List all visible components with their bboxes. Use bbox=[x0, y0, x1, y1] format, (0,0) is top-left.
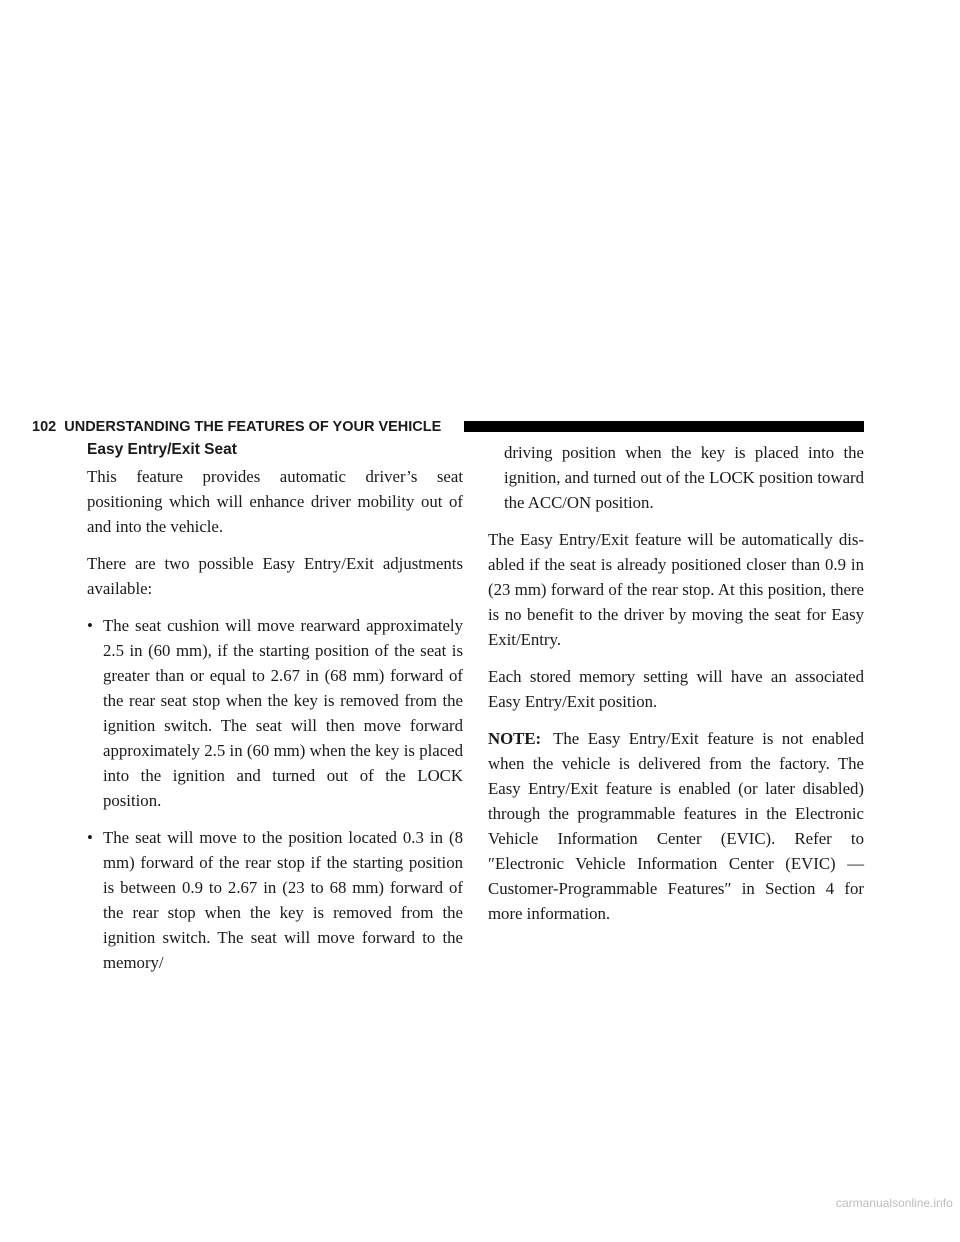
watermark: carmanualsonline.info bbox=[836, 1196, 953, 1210]
left-column bbox=[87, 440, 463, 987]
page-title: Easy Entry/Exit Seat bbox=[87, 441, 237, 458]
page-header bbox=[32, 418, 864, 438]
bullet-icon: • bbox=[87, 616, 93, 635]
right-column bbox=[488, 440, 864, 938]
list-item-text: The seat will move to the position located 0.3 in (8 mm) forward of the rear stop if the starting position is between 0.9 to 2.67 in (23 to 68 mm) forward of the rear stop when the key is removed from the ignition switch. The seat will move forward to the memory/ bbox=[103, 828, 463, 972]
list-item-text: The seat cushion will move rearward approximately 2.5 in (60 mm), if the starting position of the seat is greater than or equal to 2.67 in (68 mm) forward of the rear seat stop when the key is removed from the ignition switch. The seat will then move forward approximately 2.5 in (60 mm) when the key is placed into the ignition and turned out of the LOCK position. bbox=[103, 616, 463, 810]
note-label: NOTE: bbox=[488, 729, 542, 748]
adjustments-paragraph: There are two possible Easy Entry/Exit adjustments available: bbox=[87, 554, 463, 598]
note-text: The Easy Entry/Exit feature is not enabled when the vehicle is delivered from the factory. The Easy Entry/Exit feature is enabled (or later disabled) through the programmable features in the Electronic Vehicle Information Center (EVIC). Refer to ″Electronic Vehicle Information Center (EVIC) — Customer-Programmable Features″ in Section 4 for more information. bbox=[488, 729, 864, 923]
section-title: UNDERSTANDING THE FEATURES OF YOUR VEHICLE bbox=[64, 419, 442, 435]
header-text bbox=[32, 418, 441, 436]
memory-paragraph: Each stored memory setting will have an associated Easy Entry/Exit position. bbox=[488, 667, 864, 711]
note-paragraph bbox=[488, 726, 864, 926]
header-rule bbox=[464, 421, 864, 432]
bullet-icon: • bbox=[87, 828, 93, 847]
list-item-continuation: driving position when the key is placed into the ignition, and turned out of the LOCK position toward the ACC/ON position. bbox=[504, 443, 864, 512]
list-item bbox=[87, 825, 463, 975]
disable-paragraph: The Easy Entry/Exit feature will be automatically dis-abled if the seat is already positioned closer than 0.9 in (23 mm) forward of the rear stop. At this position, there is no benefit to the driver by moving the seat for Easy Exit/Entry. bbox=[488, 530, 864, 649]
list-item bbox=[87, 613, 463, 813]
page-number: 102 bbox=[32, 419, 57, 435]
intro-paragraph: This feature provides automatic driver’s seat positioning which will enhance driver mobility out of and into the vehicle. bbox=[87, 467, 463, 536]
